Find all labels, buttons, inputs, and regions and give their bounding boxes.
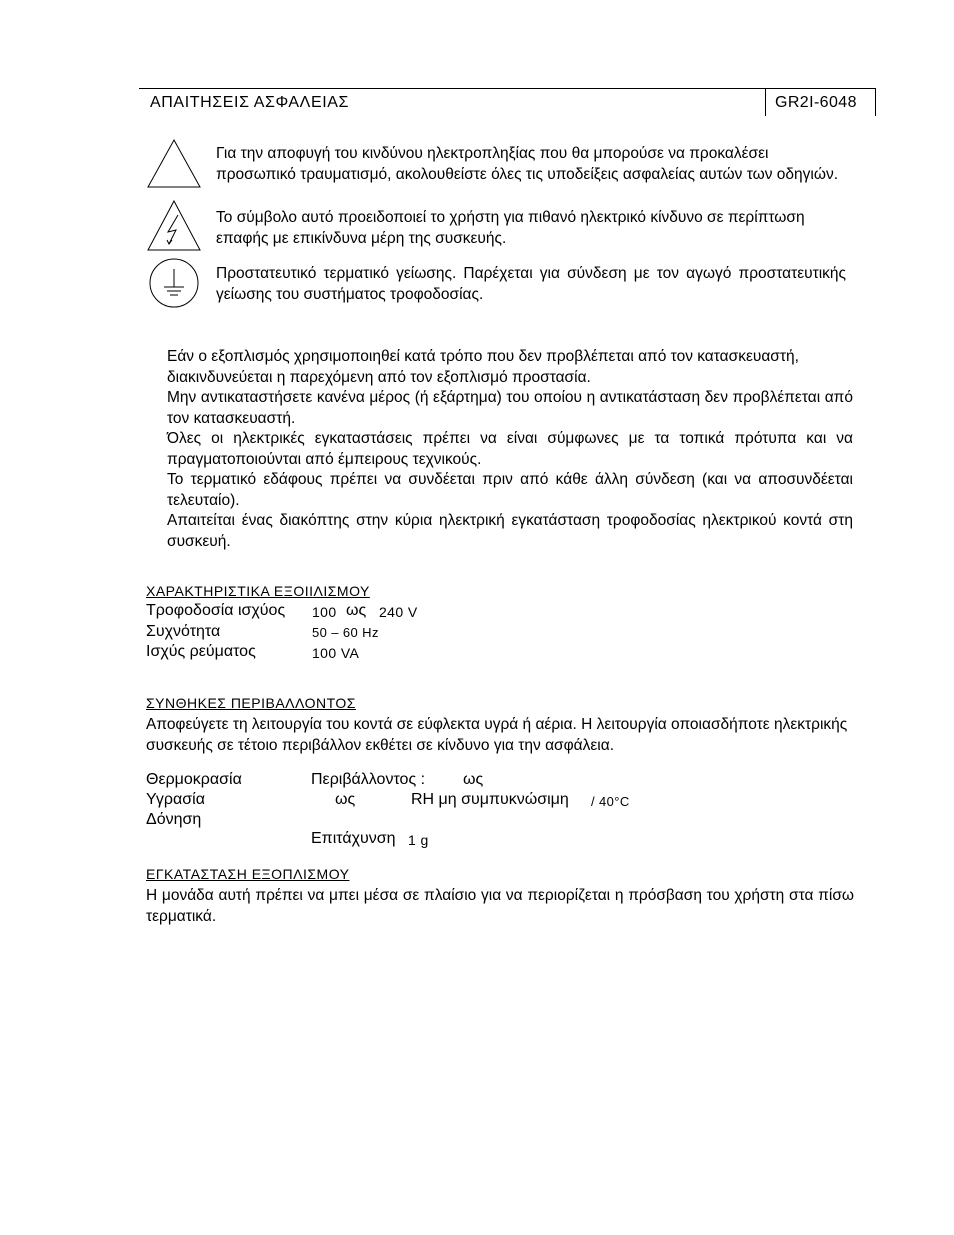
installation-text: Η μονάδα αυτή πρέπει να μπει μέσα σε πλαίσιο για να περιορίζεται η πρόσβαση του χρήστη στα πίσω τερματικά. xyxy=(146,887,854,925)
humidity-rh: RH μη συμπυκνώσιμη xyxy=(411,791,569,808)
temperature-ambient: Περιβάλλοντος : xyxy=(311,771,426,788)
paragraph-4: Το τερματικό εδάφους πρέπει να συνδέεται πριν από κάθε άλλη σύνδεση (και να αποσυνδέεται τελευταίο). xyxy=(167,471,853,509)
paragraph-2: Μην αντικαταστήσετε κανένα μέρος (ή εξάρτημα) του οποίου η αντικατάσταση δεν προβλέπεται από τον κατασκευαστή. xyxy=(167,389,853,427)
protective-earth-icon xyxy=(146,257,202,314)
acceleration-value: 1 g xyxy=(408,832,429,848)
electric-hazard-icon xyxy=(146,199,202,258)
installation-section-title: ΕΓΚΑΤΑΣΤΑΣΗ ΕΞΟΠΛΙΣΜΟΥ xyxy=(146,866,350,882)
spec-value-power-min: 100 xyxy=(312,604,337,620)
temperature-label: Θερμοκρασία xyxy=(146,771,242,788)
paragraph-3: Όλες οι ηλεκτρικές εγκαταστάσεις πρέπει να είναι σύμφωνες με τα τοπικά πρότυπα και να πραγματοποιούνται από έμπειρους τεχνικούς. xyxy=(167,430,853,468)
spec-value-current: 100 VA xyxy=(312,645,360,661)
symbol-description-1: Για την αποφυγή του κινδύνου ηλεκτροπληξίας που θα μπορούσε να προκαλέσει προσωπικό τραυματισμό, ακολουθείστε όλες τις υποδείξεις ασφαλείας αυτών των οδηγιών. xyxy=(216,145,838,183)
header-divider xyxy=(765,88,766,116)
spec-value-frequency: 50 – 60 Hz xyxy=(312,625,379,640)
warning-triangle-icon xyxy=(146,138,202,195)
specs-section-title: ΧΑΡΑΚΤΗΡΙΣΤΙΚΑ ΕΞΟΙΙΛΙΣΜΟΥ xyxy=(146,583,370,599)
paragraph-1: Εάν ο εξοπλισμός χρησιμοποιηθεί κατά τρόπο που δεν προβλέπεται από τον κατασκευαστή, διακινδυνεύεται η παρεχόμενη από τον εξοπλισμό προστασία. xyxy=(167,348,799,386)
humidity-temp: / 40°C xyxy=(591,794,630,809)
humidity-label: Υγρασία xyxy=(146,791,205,808)
vibration-label: Δόνηση xyxy=(146,811,202,828)
page-title: ΑΠΑΙΤΗΣΕΙΣ ΑΣΦΑΛΕΙΑΣ xyxy=(150,94,350,111)
symbol-description-2: Το σύμβολο αυτό προειδοποιεί το χρήστη για πιθανό ηλεκτρικό κίνδυνο σε περίπτωση επαφής με επικίνδυνα μέρη της συσκευής. xyxy=(216,209,805,247)
humidity-to: ως xyxy=(335,791,356,808)
document-code: GR2I-6048 xyxy=(775,94,857,111)
acceleration-label: Επιτάχυνση xyxy=(311,830,396,847)
spec-label-frequency: Συχνότητα xyxy=(146,623,221,640)
environment-text: Αποφεύγετε τη λειτουργία του κοντά σε εύφλεκτα υγρά ή αέρια. Η λειτουργία οποιασδήποτε ηλεκτρικής συσκευής σε τέτοιο περιβάλλον εκθέτει σε κίνδυνο για την ασφάλεια. xyxy=(146,716,848,754)
temperature-to: ως xyxy=(463,771,484,788)
spec-power-to: ως xyxy=(346,602,367,619)
paragraph-5: Απαιτείται ένας διακόπτης στην κύρια ηλεκτρική εγκατάσταση τροφοδοσίας ηλεκτρικού κοντά στη συσκευή. xyxy=(167,512,853,550)
symbol-description-3: Προστατευτικό τερματικό γείωσης. Παρέχεται για σύνδεση με τον αγωγό προστατευτικής γείωσης του συστήματος τροφοδοσίας. xyxy=(216,265,846,303)
header-divider-right xyxy=(875,88,876,116)
spec-label-power: Τροφοδοσία ισχύος xyxy=(146,602,286,619)
spec-label-current: Ισχύς ρεύματος xyxy=(146,643,256,660)
environment-section-title: ΣΥΝΘΗΚΕΣ ΠΕΡΙΒΑΛΛΟΝΤΟΣ xyxy=(146,695,356,711)
spec-value-power-max: 240 V xyxy=(379,604,418,620)
